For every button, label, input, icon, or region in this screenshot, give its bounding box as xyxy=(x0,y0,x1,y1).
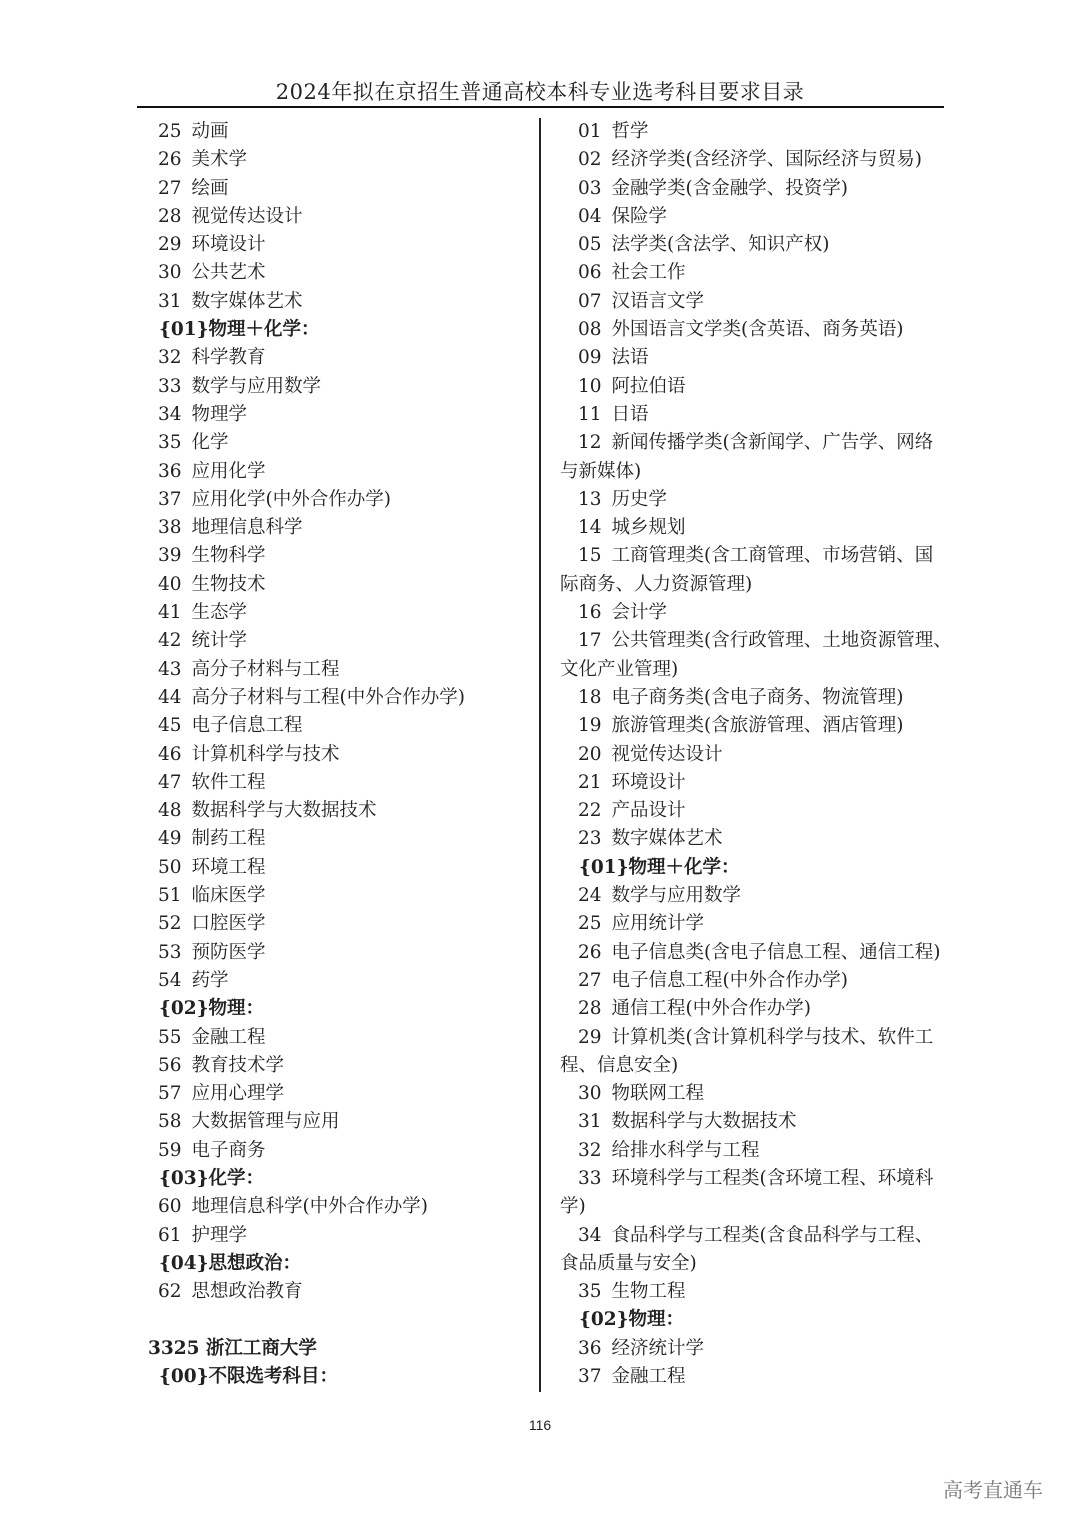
item-number: 26 xyxy=(578,941,602,963)
item-text: 新闻传播学类(含新闻学、广告学、网络 xyxy=(611,432,934,454)
list-item-continuation: 学) xyxy=(560,1196,586,1218)
item-number: 49 xyxy=(158,828,182,850)
item-number: 08 xyxy=(578,319,602,341)
item-text: 工商管理类(含工商管理、市场营销、国 xyxy=(611,545,934,567)
list-item xyxy=(560,542,950,570)
list-item xyxy=(560,769,950,797)
item-number: 11 xyxy=(578,403,602,425)
item-number: 48 xyxy=(158,800,182,822)
list-item xyxy=(140,1278,530,1306)
list-item xyxy=(140,967,530,995)
item-text: 药学 xyxy=(191,969,229,991)
list-item xyxy=(140,571,530,599)
item-number: 27 xyxy=(578,969,602,991)
item-text: 生物技术 xyxy=(191,573,266,595)
list-item xyxy=(560,486,950,514)
item-number: 41 xyxy=(158,602,182,624)
item-number: 52 xyxy=(158,913,182,935)
item-text: 生物工程 xyxy=(611,1281,686,1303)
item-text: 绘画 xyxy=(191,177,229,199)
list-item xyxy=(560,288,950,316)
item-text: 社会工作 xyxy=(611,262,686,284)
item-number: 56 xyxy=(158,1054,182,1076)
item-number: 46 xyxy=(158,743,182,765)
list-item xyxy=(560,882,950,910)
left-column xyxy=(140,118,530,1391)
item-number: 21 xyxy=(578,771,602,793)
page-number: 116 xyxy=(528,1417,552,1433)
list-item xyxy=(140,429,530,457)
list-item xyxy=(560,514,950,542)
item-text: 地理信息科学 xyxy=(191,517,303,539)
category-header: {01}物理＋化学： xyxy=(159,319,320,341)
item-text: 经济学类(含经济学、国际经济与贸易) xyxy=(611,149,922,171)
item-number: 50 xyxy=(158,856,182,878)
item-text: 产品设计 xyxy=(611,800,686,822)
item-text: 历史学 xyxy=(611,488,668,510)
item-number: 33 xyxy=(158,375,182,397)
item-text: 应用化学(中外合作办学) xyxy=(191,488,391,510)
list-item xyxy=(140,486,530,514)
item-text: 保险学 xyxy=(611,205,668,227)
list-item xyxy=(140,118,530,146)
list-item xyxy=(560,939,950,967)
item-number: 36 xyxy=(578,1337,602,1359)
item-text: 数据科学与大数据技术 xyxy=(191,800,377,822)
list-item xyxy=(140,712,530,740)
item-text: 应用心理学 xyxy=(191,1083,285,1105)
item-text: 口腔医学 xyxy=(191,913,266,935)
item-text: 数字媒体艺术 xyxy=(191,290,303,312)
item-text: 环境工程 xyxy=(191,856,266,878)
list-item xyxy=(560,1278,950,1306)
item-text: 计算机类(含计算机科学与技术、软件工 xyxy=(611,1026,934,1048)
list-item xyxy=(140,259,530,287)
item-number: 45 xyxy=(158,715,182,737)
item-number: 22 xyxy=(578,800,602,822)
item-number: 53 xyxy=(158,941,182,963)
item-number: 07 xyxy=(578,290,602,312)
item-text: 高分子材料与工程(中外合作办学) xyxy=(191,686,465,708)
item-number: 30 xyxy=(578,1083,602,1105)
item-number: 58 xyxy=(158,1111,182,1133)
item-text: 旅游管理类(含旅游管理、酒店管理) xyxy=(611,715,904,737)
item-text: 生态学 xyxy=(191,602,248,624)
list-item xyxy=(560,1024,950,1052)
item-number: 44 xyxy=(158,686,182,708)
item-text: 食品科学与工程类(含食品科学与工程、 xyxy=(611,1224,934,1246)
list-item xyxy=(560,797,950,825)
column-divider xyxy=(539,118,541,1392)
item-number: 29 xyxy=(578,1026,602,1048)
item-number: 37 xyxy=(578,1366,602,1388)
list-item xyxy=(560,684,950,712)
item-text: 计算机科学与技术 xyxy=(191,743,340,765)
list-item xyxy=(140,203,530,231)
item-number: 23 xyxy=(578,828,602,850)
list-item xyxy=(560,712,950,740)
item-text: 法学类(含法学、知识产权) xyxy=(611,234,830,256)
item-text: 电子信息工程(中外合作办学) xyxy=(611,969,848,991)
list-item xyxy=(560,1363,950,1391)
item-number: 26 xyxy=(158,149,182,171)
item-number: 28 xyxy=(578,998,602,1020)
item-text: 应用化学 xyxy=(191,460,266,482)
list-item xyxy=(140,458,530,486)
item-number: 20 xyxy=(578,743,602,765)
item-number: 18 xyxy=(578,686,602,708)
list-item xyxy=(140,373,530,401)
item-number: 40 xyxy=(158,573,182,595)
list-item xyxy=(560,203,950,231)
item-number: 43 xyxy=(158,658,182,680)
item-text: 数字媒体艺术 xyxy=(611,828,723,850)
item-text: 通信工程(中外合作办学) xyxy=(611,998,811,1020)
list-item-continuation: 程、信息安全) xyxy=(560,1054,679,1076)
item-number: 38 xyxy=(158,517,182,539)
item-text: 大数据管理与应用 xyxy=(191,1111,340,1133)
list-item xyxy=(140,684,530,712)
category-header: {01}物理＋化学： xyxy=(579,856,740,878)
item-number: 60 xyxy=(158,1196,182,1218)
item-number: 03 xyxy=(578,177,602,199)
category-header: {04}思想政治： xyxy=(159,1252,302,1274)
list-item xyxy=(140,401,530,429)
category-header: {02}物理： xyxy=(159,998,265,1020)
item-text: 电子商务 xyxy=(191,1139,266,1161)
item-number: 39 xyxy=(158,545,182,567)
item-text: 临床医学 xyxy=(191,885,266,907)
item-number: 33 xyxy=(578,1167,602,1189)
list-item xyxy=(560,175,950,203)
item-text: 经济统计学 xyxy=(611,1337,705,1359)
item-number: 02 xyxy=(578,149,602,171)
list-item xyxy=(560,259,950,287)
list-item xyxy=(140,288,530,316)
item-text: 公共管理类(含行政管理、土地资源管理、 xyxy=(611,630,952,652)
item-number: 24 xyxy=(578,885,602,907)
item-text: 阿拉伯语 xyxy=(611,375,686,397)
category-header: {00}不限选考科目： xyxy=(159,1366,339,1388)
item-text: 视觉传达设计 xyxy=(191,205,303,227)
watermark: 高考直通车 xyxy=(943,1478,1043,1502)
list-item xyxy=(560,825,950,853)
item-number: 05 xyxy=(578,234,602,256)
item-number: 54 xyxy=(158,969,182,991)
item-text: 金融学类(含金融学、投资学) xyxy=(611,177,848,199)
item-number: 04 xyxy=(578,205,602,227)
item-number: 57 xyxy=(158,1083,182,1105)
item-text: 统计学 xyxy=(191,630,248,652)
item-number: 34 xyxy=(578,1224,602,1246)
list-item xyxy=(140,146,530,174)
item-text: 汉语言文学 xyxy=(611,290,705,312)
item-text: 公共艺术 xyxy=(191,262,266,284)
item-text: 动画 xyxy=(191,121,229,142)
list-item xyxy=(560,373,950,401)
item-text: 电子信息类(含电子信息工程、通信工程) xyxy=(611,941,941,963)
item-text: 电子商务类(含电子商务、物流管理) xyxy=(611,686,904,708)
item-number: 31 xyxy=(578,1111,602,1133)
list-item xyxy=(140,627,530,655)
item-number: 28 xyxy=(158,205,182,227)
item-text: 环境设计 xyxy=(611,771,686,793)
item-number: 51 xyxy=(158,885,182,907)
item-number: 17 xyxy=(578,630,602,652)
item-text: 哲学 xyxy=(611,121,649,142)
item-number: 47 xyxy=(158,771,182,793)
item-text: 生物科学 xyxy=(191,545,266,567)
item-number: 30 xyxy=(158,262,182,284)
item-number: 32 xyxy=(578,1139,602,1161)
item-text: 教育技术学 xyxy=(191,1054,285,1076)
list-item xyxy=(140,1108,530,1136)
list-item xyxy=(560,118,950,146)
item-number: 34 xyxy=(158,403,182,425)
list-item xyxy=(560,1165,950,1193)
list-item xyxy=(560,231,950,259)
item-number: 35 xyxy=(158,432,182,454)
list-item xyxy=(560,429,950,457)
item-text: 应用统计学 xyxy=(611,913,705,935)
item-number: 12 xyxy=(578,432,602,454)
item-text: 给排水科学与工程 xyxy=(611,1139,760,1161)
list-item-continuation: 文化产业管理) xyxy=(560,658,679,680)
item-number: 10 xyxy=(578,375,602,397)
list-item xyxy=(560,1335,950,1363)
item-text: 日语 xyxy=(611,403,649,425)
list-item xyxy=(140,656,530,684)
item-text: 法语 xyxy=(611,347,649,369)
list-item xyxy=(140,1052,530,1080)
list-item xyxy=(140,741,530,769)
list-item xyxy=(560,401,950,429)
item-text: 化学 xyxy=(191,432,229,454)
list-item-continuation: 际商务、人力资源管理) xyxy=(560,573,753,595)
list-item xyxy=(560,995,950,1023)
list-item xyxy=(140,1024,530,1052)
item-text: 数学与应用数学 xyxy=(191,375,322,397)
list-item xyxy=(140,514,530,542)
item-text: 视觉传达设计 xyxy=(611,743,723,765)
item-text: 护理学 xyxy=(191,1224,248,1246)
item-number: 27 xyxy=(158,177,182,199)
category-header: {03}化学： xyxy=(159,1167,265,1189)
item-text: 思想政治教育 xyxy=(191,1281,303,1303)
list-item xyxy=(560,1080,950,1108)
list-item xyxy=(560,599,950,627)
item-number: 19 xyxy=(578,715,602,737)
item-text: 数据科学与大数据技术 xyxy=(611,1111,797,1133)
item-text: 物理学 xyxy=(191,403,248,425)
list-item xyxy=(140,797,530,825)
list-item xyxy=(560,1108,950,1136)
list-item xyxy=(560,316,950,344)
list-item xyxy=(140,1080,530,1108)
item-number: 16 xyxy=(578,602,602,624)
item-text: 地理信息科学(中外合作办学) xyxy=(191,1196,428,1218)
list-item xyxy=(560,344,950,372)
item-text: 城乡规划 xyxy=(611,517,686,539)
item-text: 金融工程 xyxy=(191,1026,266,1048)
list-item xyxy=(560,627,950,655)
list-item xyxy=(140,542,530,570)
item-number: 14 xyxy=(578,517,602,539)
list-item xyxy=(140,882,530,910)
list-item xyxy=(560,1222,950,1250)
list-item-continuation: 与新媒体) xyxy=(560,460,642,482)
list-item xyxy=(140,1222,530,1250)
item-text: 科学教育 xyxy=(191,347,266,369)
item-text: 数学与应用数学 xyxy=(611,885,742,907)
item-number: 25 xyxy=(578,913,602,935)
item-number: 62 xyxy=(158,1281,182,1303)
item-text: 外国语言文学类(含英语、商务英语) xyxy=(611,319,904,341)
item-number: 31 xyxy=(158,290,182,312)
list-item xyxy=(140,825,530,853)
item-text: 会计学 xyxy=(611,602,668,624)
item-text: 环境科学与工程类(含环境工程、环境科 xyxy=(611,1167,934,1189)
item-text: 美术学 xyxy=(191,149,248,171)
item-number: 06 xyxy=(578,262,602,284)
blank-line xyxy=(140,1306,530,1334)
item-number: 61 xyxy=(158,1224,182,1246)
list-item xyxy=(140,175,530,203)
item-text: 物联网工程 xyxy=(611,1083,705,1105)
item-text: 电子信息工程 xyxy=(191,715,303,737)
item-number: 32 xyxy=(158,347,182,369)
list-item xyxy=(560,1137,950,1165)
list-item xyxy=(140,910,530,938)
item-number: 37 xyxy=(158,488,182,510)
item-number: 36 xyxy=(158,460,182,482)
list-item xyxy=(560,910,950,938)
list-item xyxy=(560,146,950,174)
category-header: {02}物理： xyxy=(579,1309,685,1331)
list-item xyxy=(140,599,530,627)
item-number: 25 xyxy=(158,121,182,142)
list-item xyxy=(560,967,950,995)
item-text: 高分子材料与工程 xyxy=(191,658,340,680)
list-item xyxy=(140,1193,530,1221)
list-item xyxy=(140,344,530,372)
item-text: 制药工程 xyxy=(191,828,266,850)
item-number: 55 xyxy=(158,1026,182,1048)
list-item xyxy=(140,854,530,882)
school-heading: 3325 浙江工商大学 xyxy=(148,1337,317,1359)
item-text: 软件工程 xyxy=(191,771,266,793)
list-item xyxy=(140,939,530,967)
list-item xyxy=(560,741,950,769)
item-number: 01 xyxy=(578,121,602,142)
right-column xyxy=(560,118,950,1391)
item-number: 42 xyxy=(158,630,182,652)
item-text: 金融工程 xyxy=(611,1366,686,1388)
item-number: 29 xyxy=(158,234,182,256)
item-text: 环境设计 xyxy=(191,234,266,256)
item-number: 15 xyxy=(578,545,602,567)
header-rule xyxy=(137,106,944,108)
page-title: 2024年拟在京招生普通高校本科专业选考科目要求目录 xyxy=(275,80,805,104)
item-text: 预防医学 xyxy=(191,941,266,963)
list-item-continuation: 食品质量与安全) xyxy=(560,1252,697,1274)
list-item xyxy=(140,769,530,797)
item-number: 59 xyxy=(158,1139,182,1161)
item-number: 35 xyxy=(578,1281,602,1303)
item-number: 13 xyxy=(578,488,602,510)
list-item xyxy=(140,231,530,259)
list-item xyxy=(140,1137,530,1165)
item-number: 09 xyxy=(578,347,602,369)
